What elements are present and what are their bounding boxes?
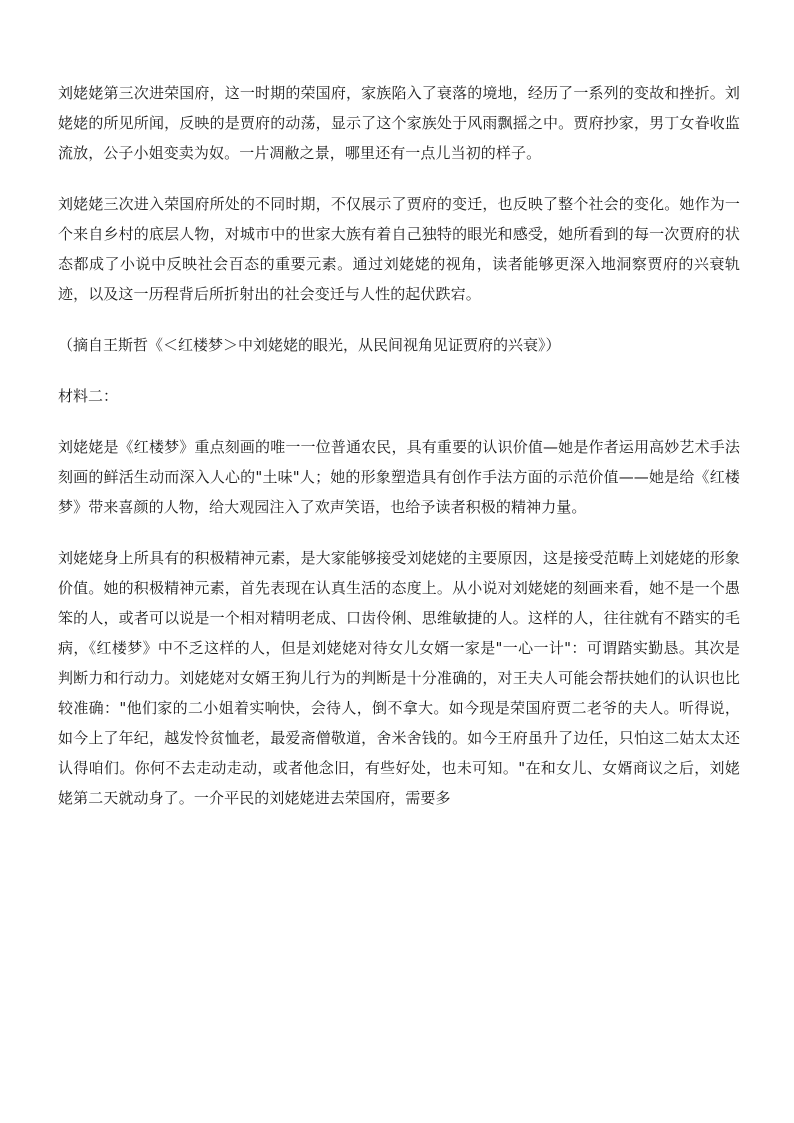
paragraph-1: 刘姥姥第三次进荣国府，这一时期的荣国府，家族陷入了衰落的境地，经历了一系列的变故和挫折。刘姥姥的所见所闻，反映的是贾府的动荡，显示了这个家族处于风雨飘摇之中。贾府抄家，男丁女眷收监流放，公子小姐变卖为奴。一片凋敝之景，哪里还有一点儿当初的样子。	[58, 84, 740, 162]
paragraph-gap	[58, 411, 740, 432]
paragraph-gap	[58, 360, 740, 381]
paragraph-2: 刘姥姥三次进入荣国府所处的不同时期，不仅展示了贾府的变迁，也反映了整个社会的变化。她作为一个来自乡村的底层人物，对城市中的世家大族有着自己独特的眼光和感受，她所看到的每一次贾府的状态都成了小说中反映社会百态的重要元素。通过刘姥姥的视角，读者能够更深入地洞察贾府的兴衰轨迹，以及这一历程背后所折射出的社会变迁与人性的起伏跌宕。	[58, 195, 740, 303]
paragraph-gap	[58, 522, 740, 543]
paragraph-gap	[58, 309, 740, 330]
paragraph-gap	[58, 168, 740, 189]
document-page	[58, 78, 740, 813]
paragraph-4: 刘姥姥身上所具有的积极精神元素，是大家能够接受刘姥姥的主要原因，这是接受范畴上刘姥姥的形象价值。她的积极精神元素，首先表现在认真生活的态度上。从小说对刘姥姥的刻画来看，她不是一个愚笨的人，或者可以说是一个相对精明老成、口齿伶俐、思维敏捷的人。这样的人，往往就有不踏实的毛病，《红楼梦》中不乏这样的人，但是刘姥姥对待女儿女婿一家是"一心一计"：可谓踏实勤恳。其次是判断力和行动力。刘姥姥对女婿王狗儿行为的判断是十分准确的，对王夫人可能会帮扶她们的认识也比较准确："他们家的二小姐着实响快，会待人，倒不拿大。如今现是荣国府贾二老爷的夫人。听得说，如今上了年纪，越发怜贫恤老，最爱斋僧敬道，舍米舍钱的。如今王府虽升了边任，只怕这二姑太太还认得咱们。你何不去走动走动，或者他念旧，有些好处，也未可知。"在和女儿、女婿商议之后，刘姥姥第二天就动身了。一介平民的刘姥姥进去荣国府，需要多	[58, 549, 740, 807]
citation: （摘自王斯哲《＜红楼梦＞中刘姥姥的眼光，从民间视角见证贾府的兴衰》）	[58, 336, 561, 354]
paragraph-3: 刘姥姥是《红楼梦》重点刻画的唯一一位普通农民，具有重要的认识价值—她是作者运用高妙艺术手法刻画的鲜活生动而深入人心的"土味"人；她的形象塑造具有创作手法方面的示范价值——她是给《红楼梦》带来喜颜的人物，给大观园注入了欢声笑语，也给予读者积极的精神力量。	[58, 438, 740, 516]
section-heading: 材料二：	[58, 387, 119, 405]
